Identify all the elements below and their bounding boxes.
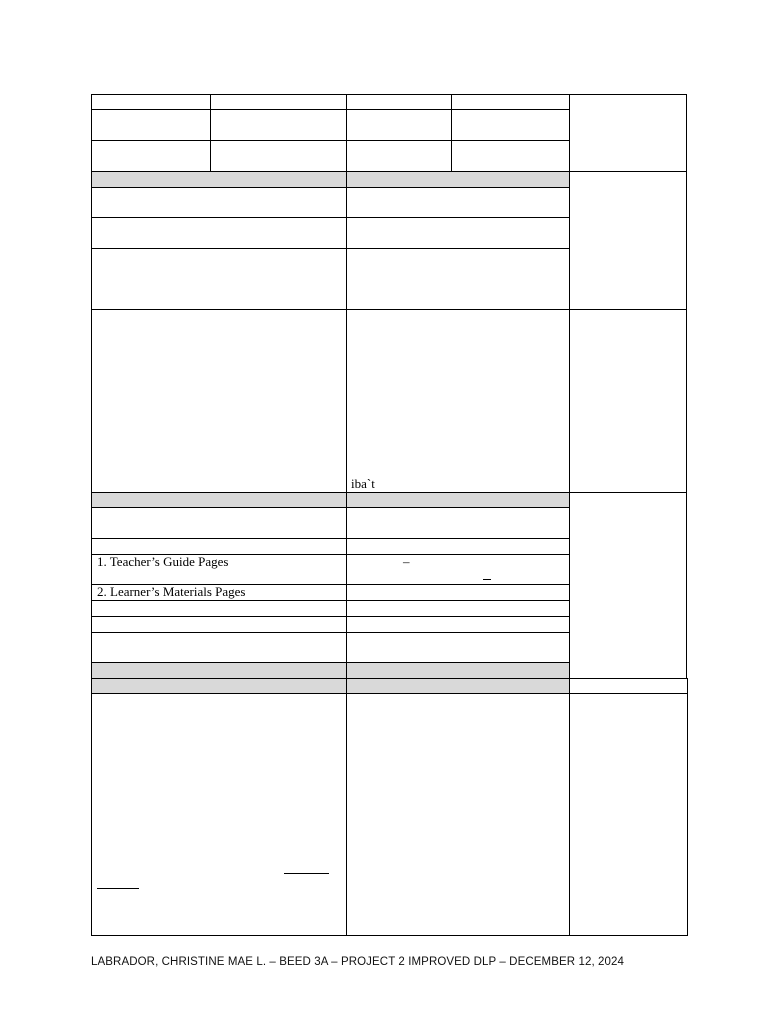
underline-mark-3: [97, 888, 139, 889]
row-line-678: [91, 678, 688, 679]
row-line-693: [91, 693, 688, 694]
shaded-row-2-right: [347, 493, 569, 507]
row-line-248: [91, 248, 569, 249]
row-line-632: [91, 632, 569, 633]
col-line-451: [451, 94, 452, 171]
row-line-492: [91, 492, 687, 493]
shaded-row-3-full: [92, 663, 569, 678]
shaded-row-4-left: [92, 679, 346, 693]
shaded-row-4-right: [347, 679, 569, 693]
shaded-row-2-left: [92, 493, 346, 507]
border-right-bottom: [687, 678, 688, 936]
row-line-187: [91, 187, 569, 188]
col-line-569: [569, 94, 570, 936]
row-line-171: [91, 171, 687, 172]
row-line-538: [91, 538, 569, 539]
row-line-309: [91, 309, 687, 310]
cell-text-teachers-guide: 1. Teacher’s Guide Pages: [97, 554, 229, 569]
cell-text-iba-t: iba`t: [351, 476, 375, 491]
col-line-346: [346, 94, 347, 936]
row-line-600: [91, 600, 569, 601]
underline-mark-1: [483, 579, 491, 580]
row-line-616: [91, 616, 569, 617]
shaded-row-1-left: [92, 172, 346, 187]
row-line-507: [91, 507, 569, 508]
shaded-row-1-right: [347, 172, 569, 187]
row-line-662: [91, 662, 569, 663]
row-line-140: [91, 140, 569, 141]
row-line-217: [91, 217, 569, 218]
underline-mark-2: [284, 873, 329, 874]
row-line-94: [91, 94, 687, 95]
border-right-top: [686, 94, 687, 679]
row-line-109: [91, 109, 569, 110]
cell-text-dash: –: [403, 554, 410, 569]
page-footer: LABRADOR, CHRISTINE MAE L. – BEED 3A – PROJECT 2 IMPROVED DLP – DECEMBER 12, 2024: [91, 956, 625, 968]
row-line-935: [91, 935, 688, 936]
cell-text-learners-materials: 2. Learner’s Materials Pages: [97, 584, 246, 599]
border-left: [91, 94, 92, 936]
col-line-210: [210, 94, 211, 171]
